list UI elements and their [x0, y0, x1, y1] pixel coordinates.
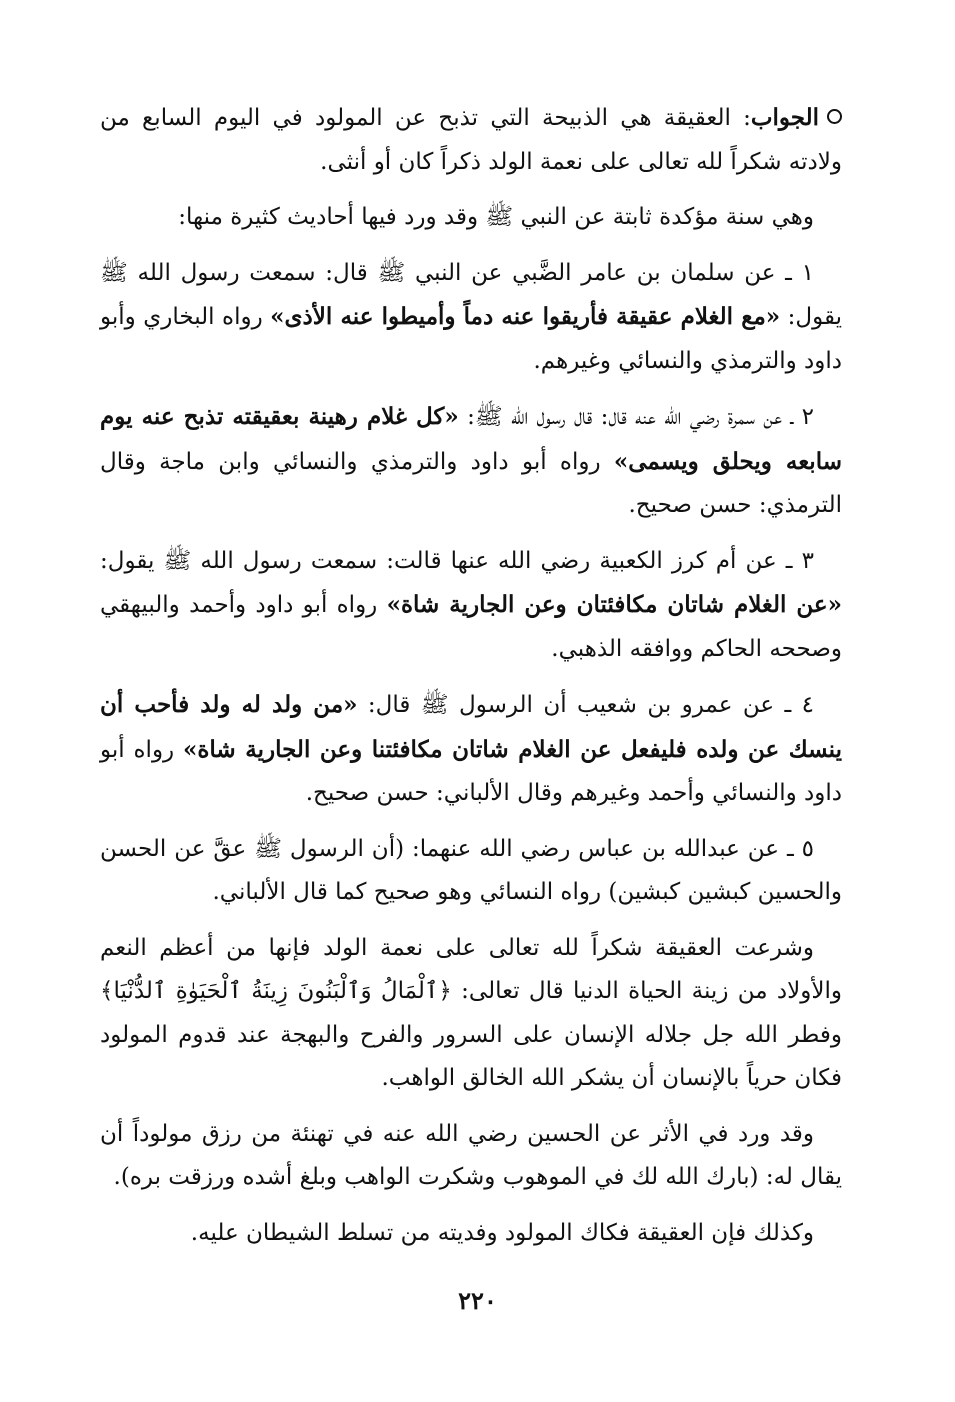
page-number: ٢٢٠	[458, 1286, 497, 1315]
hadith-3	[100, 540, 842, 672]
answer-label: الجواب	[750, 104, 819, 131]
legislation-paragraph: وشرعت العقيقة شكراً لله تعالى على نعمة الولد فإنها من أعظم النعم والأولاد من زينة الحياة الدنيا قال تعالى: ﴿ٱلْمَالُ وَٱلْبَنُونَ زِينَةُ ٱلْحَيَوٰةِ ٱلدُّنْيَا﴾ وفطر الله جل جلاله الإنسان على السرور والفرح والبهجة عند قدوم المولود فكان حرياً بالإنسان أن يشكر الله الخالق الواهب.	[100, 934, 842, 1091]
hadith-1	[100, 252, 842, 384]
hadith-4-quote: «من ولد له ولد فأحب أن ينسك عن ولده فليفعل عن الغلام شاتان مكافئتنا وعن الجارية شاة»	[100, 691, 842, 763]
hadith-4	[100, 683, 842, 816]
hadith-3-post: رواه أبو داود وأحمد والبيهقي وصححه الحاكم ووافقه الذهبي.	[100, 592, 842, 662]
answer-text: : العقيقة هي الذبيحة التي تذبح عن المولود في اليوم السابع من ولادته شكراً لله تعالى على نعمة الولد ذكراً كان أو أنثى.	[100, 105, 842, 175]
hadith-4-pre: ٤ ـ عن عمرو بن شعيب أن الرسول ﷺ قال:	[357, 692, 814, 718]
circle-bullet-icon	[827, 109, 842, 124]
hadith-5: ٥ ـ عن عبدالله بن عباس رضي الله عنهما: (أن الرسول ﷺ عقَّ عن الحسن والحسين كبشين كبشين) رواه النسائي وهو صحيح كما قال الألباني.	[100, 835, 842, 905]
hadith-3-pre: ٣ ـ عن أم كرز الكعبية رضي الله عنها قالت: سمعت رسول الله ﷺ يقول:	[100, 547, 814, 574]
athar-paragraph: وقد ورد في الأثر عن الحسين رضي الله عنه في تهنئة من رزق مولوداً أن يقال له: (بارك الله لك في الموهوب وشكرت الواهب وبلغ أشده ورزقت بره).	[100, 1120, 842, 1190]
ransom-paragraph: وكذلك فإن العقيقة فكاك المولود وفديته من تسلط الشيطان عليه.	[190, 1219, 814, 1246]
hadith-1-quote: «مع الغلام عقيقة فأريقوا عنه دماً وأميطوا عنه الأذى»	[270, 303, 781, 330]
hadith-3-quote: «عن الغلام شاتان مكافئتان وعن الجارية شاة»	[386, 591, 842, 618]
hadith-2-post: رواه أبو داود والترمذي والنسائي وابن ماجة وقال الترمذي: حسن صحيح.	[100, 448, 842, 518]
hadith-1-pre: ١ ـ عن سلمان بن عامر الضَّبي عن النبي ﷺ قال: سمعت رسول الله ﷺ يقول:	[100, 259, 843, 330]
hadith-1-post: رواه البخاري وأبو داود والترمذي والنسائي وغيرهم.	[100, 304, 842, 374]
intro-paragraph: وهي سنة مؤكدة ثابتة عن النبي ﷺ وقد ورد فيها أحاديث كثيرة منها:	[178, 204, 814, 230]
answer-paragraph	[100, 96, 842, 184]
hadith-2	[100, 395, 842, 528]
hadith-2-quote: «كل غلام رهينة بعقيقته تذبح عنه يوم سابعه ويحلق ويسمى»	[100, 403, 842, 475]
hadith-2-pre: ٢ ـ عن سمرة رضي الله عنه قال: قال رسول الله ﷺ:	[458, 404, 814, 430]
hadith-4-post: رواه أبو داود والنسائي وأحمد وغيرهم وقال الألباني: حسن صحيح.	[100, 736, 842, 806]
page-body	[100, 96, 842, 1267]
